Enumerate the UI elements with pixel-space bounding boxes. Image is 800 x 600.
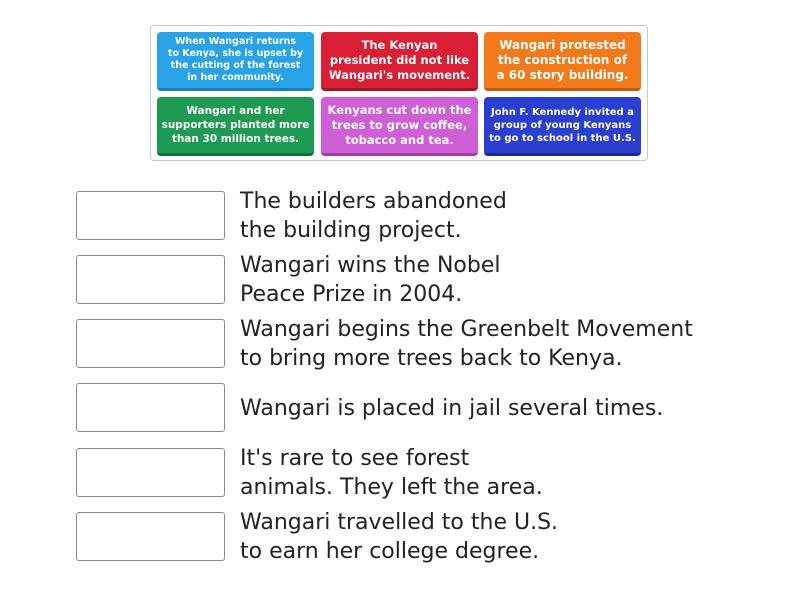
card-tray: [150, 25, 648, 161]
answer-card-text: The Kenyan president did not like Wangari's movement.: [328, 37, 471, 82]
answer-card-1[interactable]: [157, 32, 314, 91]
match-row-5: [76, 448, 756, 498]
answer-card-text: John F. Kennedy invited a group of young Kenyans to go to school in the U.S.: [489, 106, 636, 144]
match-row-6: [76, 512, 756, 562]
answer-card-text: Wangari protested the construction of a 60 story building.: [496, 37, 629, 82]
answer-card-text: When Wangari returns to Kenya, she is upset by the cutting of the forest in her community.: [167, 36, 304, 83]
answer-card-3[interactable]: [484, 32, 641, 91]
drop-slot-2[interactable]: [76, 255, 225, 304]
prompt-text-5: It's rare to see forest animals. They left the area.: [240, 446, 543, 500]
answer-card-2[interactable]: [321, 32, 478, 91]
match-row-2: [76, 255, 756, 305]
answer-card-4[interactable]: [157, 97, 314, 156]
drop-slot-4[interactable]: [76, 383, 225, 432]
prompt-text-2: Wangari wins the Nobel Peace Prize in 2004.: [240, 253, 501, 307]
answer-card-text: Kenyans cut down the trees to grow coffee, tobacco and tea.: [327, 102, 472, 147]
prompt-text-1: The builders abandoned the building project.: [240, 189, 507, 243]
drop-slot-1[interactable]: [76, 191, 225, 240]
drop-slot-5[interactable]: [76, 448, 225, 497]
match-row-1: [76, 191, 756, 241]
match-row-3: [76, 319, 756, 369]
answer-card-5[interactable]: [321, 97, 478, 156]
prompt-text-3: Wangari begins the Greenbelt Movement to bring more trees back to Kenya.: [240, 317, 693, 371]
match-row-4: [76, 383, 756, 433]
drop-slot-3[interactable]: [76, 319, 225, 368]
drop-slot-6[interactable]: [76, 512, 225, 561]
prompt-text-6: Wangari travelled to the U.S. to earn her college degree.: [240, 510, 559, 564]
prompt-text-4: Wangari is placed in jail several times.: [240, 395, 664, 421]
answer-card-6[interactable]: [484, 97, 641, 156]
answer-card-text: Wangari and her supporters planted more than 30 million trees.: [161, 105, 310, 145]
